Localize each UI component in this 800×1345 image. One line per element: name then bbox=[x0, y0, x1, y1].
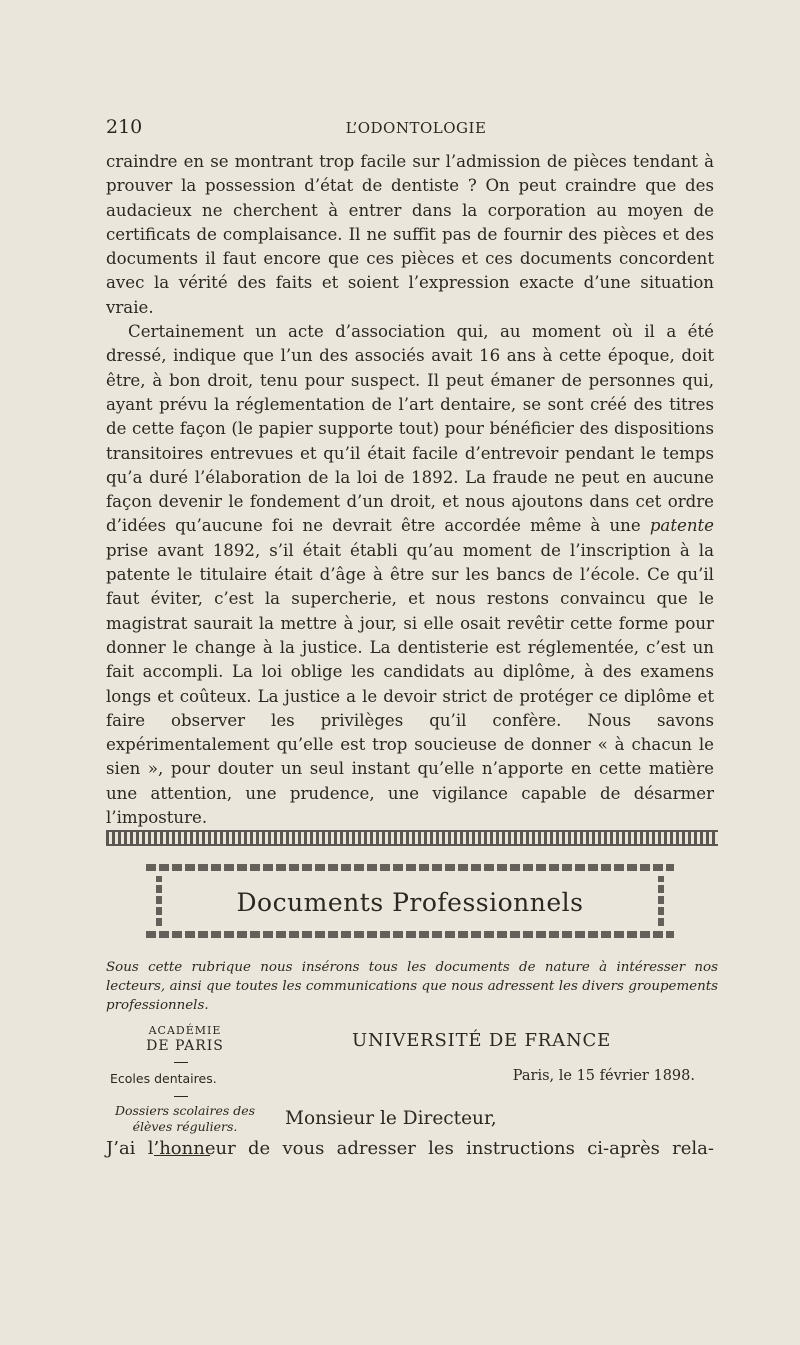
journal-title: L’ODONTOLOGIE bbox=[345, 119, 487, 137]
letter-first-line: J’ai l’honneur de vous adresser les instructions ci-après rela- bbox=[106, 1138, 714, 1159]
page-number: 210 bbox=[106, 116, 143, 138]
academie-label: ACADÉMIE bbox=[148, 1024, 222, 1037]
italic-word: patente bbox=[649, 516, 714, 536]
divider bbox=[174, 1096, 188, 1097]
salutation: Monsieur le Directeur, bbox=[285, 1108, 497, 1129]
paragraph-text: Certainement un acte d’association qui, au moment où il a été dressé, indique que l’un des associés avait 16 ans à cette époque, doit être, à bon droit, tenu pour suspect. Il peut émaner de personnes qui, ayant prévu la réglementation de l’art dentaire, se sont créé des titres de cette façon (le papier supporte tout) pour bénéficier des dispositions transitoires entrevues et qu’il était facile d’entrevoir pendant le temps qu’a duré l’élaboration de la loi de 1892. La fraude ne peut en aucune façon devenir le fondement d’un droit, et nous ajoutons dans cet ordre d’idées qu’aucune foi ne devrait être accordée même à une bbox=[106, 322, 714, 536]
section-title: Documents Professionnels bbox=[236, 888, 584, 917]
paragraph: craindre en se montrant trop facile sur l’admission de pièces tendant à prouver la possession d’état de dentiste ? On peut craindre que des audacieux ne cherchent à entrer dans la corporation au moyen de certificats de complaisance. Il ne suffit pas de fournir des pièces et des documents il faut encore que ces pièces et ces documents concordent avec la vérité des faits et soient l’expression exacte d’une situation vraie. bbox=[106, 152, 714, 317]
letterhead-left bbox=[110, 1024, 270, 1156]
dossiers-label: Dossiers scolaires des élèves réguliers. bbox=[114, 1103, 256, 1134]
rubric-intro: Sous cette rubrique nous insérons tous les documents de nature à intéresser nos lecteurs, ainsi que toutes les communications que nous adressent les divers groupements professionnels. bbox=[106, 960, 718, 1013]
article-body bbox=[106, 150, 714, 830]
greek-key-border-bottom bbox=[146, 931, 674, 938]
paragraph bbox=[106, 320, 714, 830]
divider bbox=[174, 1062, 188, 1063]
ornamental-divider bbox=[106, 830, 718, 846]
running-head bbox=[106, 116, 726, 140]
paragraph-text: prise avant 1892, s’il était établi qu’au moment de l’inscription à la patente le titulaire était d’âge à être sur les bancs de l’école. Ce qu’il faut éviter, c’est la supercherie, et nous restons convaincu que le magistrat saurait la mettre à jour, si elle osait revêtir cette forme pour donner le change à la justice. La dentisterie est réglementée, c’est un fait accompli. La loi oblige les candidats au diplôme, à des examens longs et coûteux. La justice a le devoir strict de protéger ce diplôme et faire observer les privilèges qu’il confère. Nous savons expérimentalement qu’elle est trop soucieuse de donner « à chacun le sien », pour douter un seul instant qu’elle n’apporte en cette matière une attention, une prudence, une vigilance capable de désarmer l’imposture. bbox=[106, 540, 714, 828]
greek-key-border-top bbox=[146, 864, 674, 871]
letter-date: Paris, le 15 février 1898. bbox=[512, 1068, 695, 1084]
de-paris-label: DE PARIS bbox=[146, 1038, 224, 1054]
ecoles-label: Ecoles dentaires. bbox=[110, 1071, 217, 1086]
university-heading: UNIVERSITÉ DE FRANCE bbox=[352, 1030, 612, 1051]
section-header-frame bbox=[146, 856, 674, 946]
